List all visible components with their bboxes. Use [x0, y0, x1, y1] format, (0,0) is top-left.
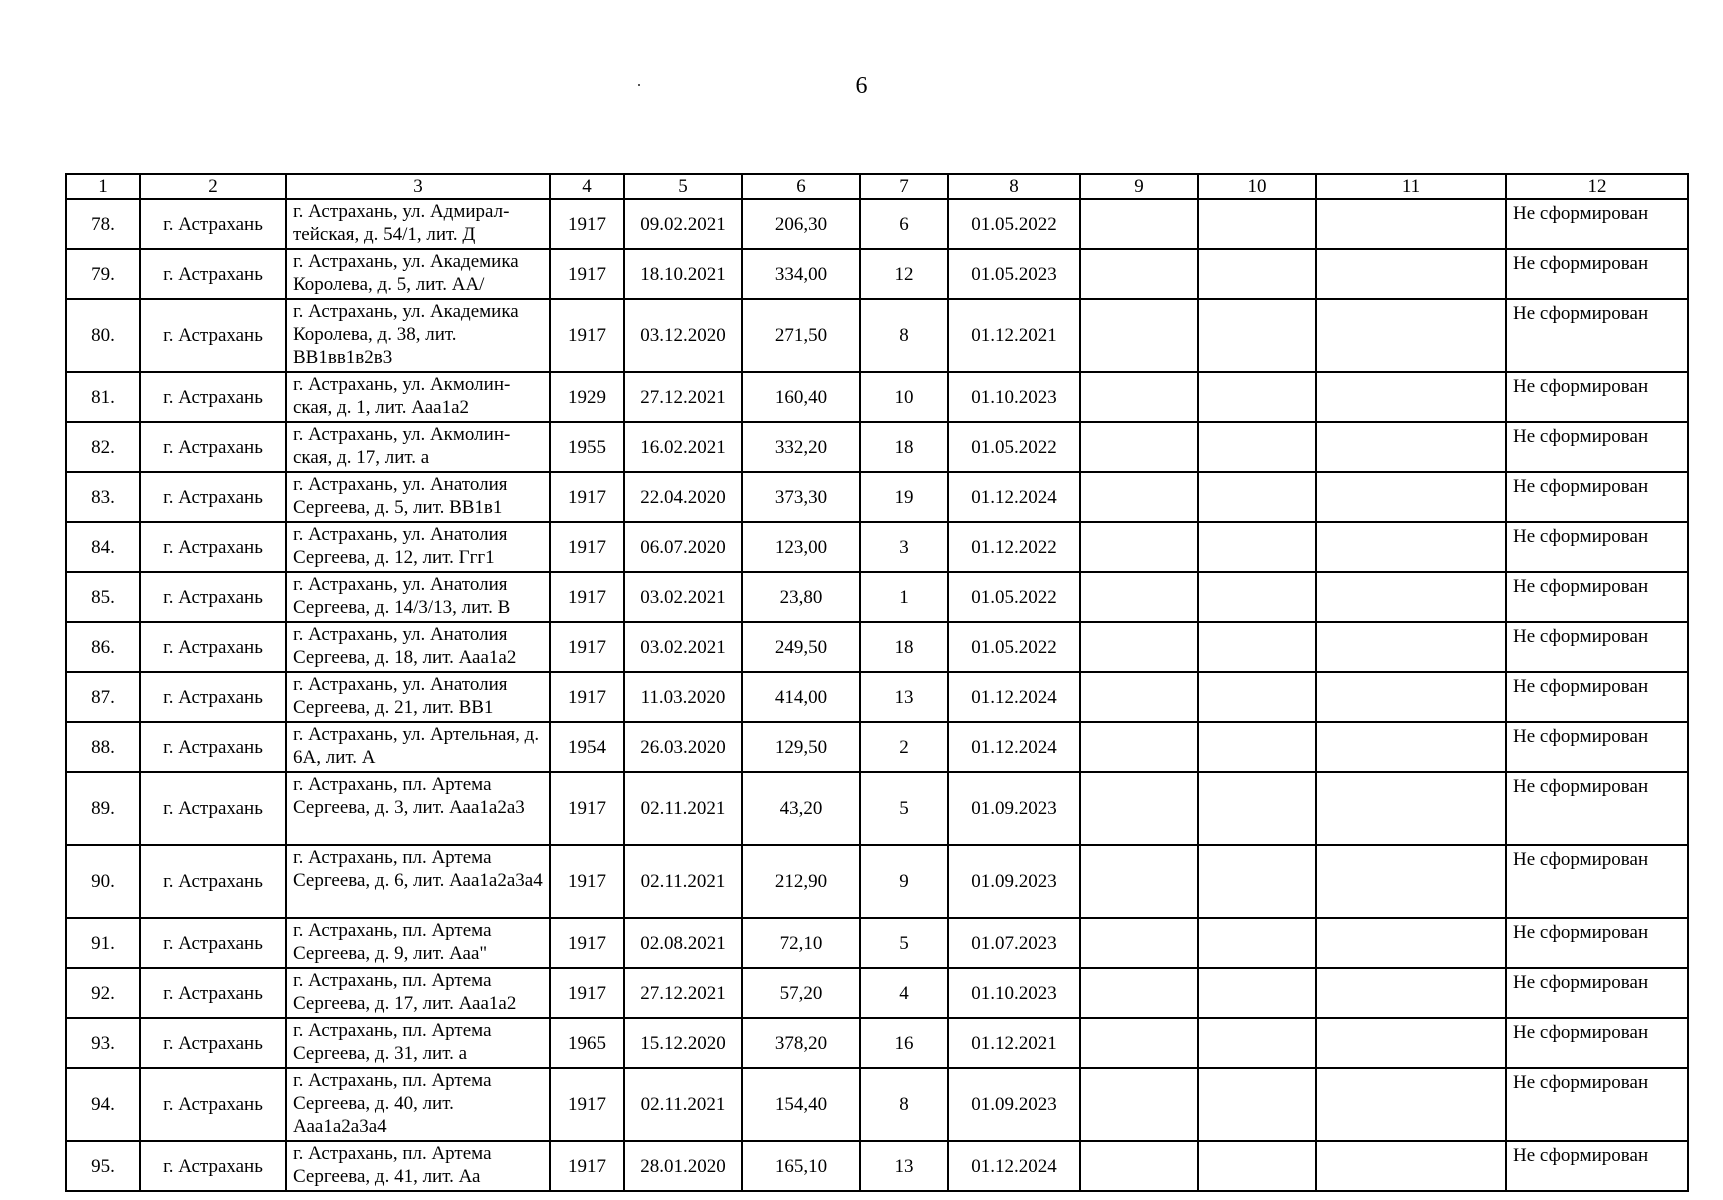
column-10-cell — [1198, 968, 1316, 1018]
table-row — [66, 422, 1688, 472]
address-cell: г. Астрахань, ул. Акмолин-ская, д. 17, лит. а — [286, 422, 550, 472]
column-header-1: 1 — [66, 174, 140, 199]
column-10-cell — [1198, 772, 1316, 845]
date-cell: 03.02.2021 — [624, 572, 742, 622]
status-cell: Не сформирован — [1506, 1068, 1688, 1141]
row-number: 82. — [66, 422, 140, 472]
city-cell: г. Астрахань — [140, 968, 286, 1018]
city-cell: г. Астрахань — [140, 1018, 286, 1068]
address-cell: г. Астрахань, ул. Артельная, д. 6А, лит. А — [286, 722, 550, 772]
deadline-cell: 01.12.2022 — [948, 522, 1080, 572]
date-cell: 02.11.2021 — [624, 845, 742, 918]
table-row — [66, 572, 1688, 622]
row-number: 91. — [66, 918, 140, 968]
column-11-cell — [1316, 772, 1506, 845]
deadline-cell: 01.12.2024 — [948, 722, 1080, 772]
address-cell: г. Астрахань, ул. Анатолия Сергеева, д. 14/3/13, лит. В — [286, 572, 550, 622]
column-9-cell — [1080, 522, 1198, 572]
column-10-cell — [1198, 249, 1316, 299]
column-10-cell — [1198, 372, 1316, 422]
column-header-11: 11 — [1316, 174, 1506, 199]
area-cell: 160,40 — [742, 372, 860, 422]
column-9-cell — [1080, 372, 1198, 422]
status-cell: Не сформирован — [1506, 199, 1688, 249]
count-cell: 19 — [860, 472, 948, 522]
row-number: 92. — [66, 968, 140, 1018]
count-cell: 3 — [860, 522, 948, 572]
date-cell: 28.01.2020 — [624, 1141, 742, 1191]
column-11-cell — [1316, 299, 1506, 372]
row-number: 81. — [66, 372, 140, 422]
status-cell: Не сформирован — [1506, 472, 1688, 522]
table-row — [66, 199, 1688, 249]
area-cell: 154,40 — [742, 1068, 860, 1141]
address-cell: г. Астрахань, пл. Артема Сергеева, д. 17, лит. Ааа1а2 — [286, 968, 550, 1018]
city-cell: г. Астрахань — [140, 1068, 286, 1141]
address-cell: г. Астрахань, ул. Акмолин-ская, д. 1, лит. Ааа1а2 — [286, 372, 550, 422]
date-cell: 02.11.2021 — [624, 772, 742, 845]
area-cell: 332,20 — [742, 422, 860, 472]
address-cell: г. Астрахань, пл. Артема Сергеева, д. 40, лит. Ааа1а2а3а4 — [286, 1068, 550, 1141]
column-9-cell — [1080, 845, 1198, 918]
column-11-cell — [1316, 722, 1506, 772]
deadline-cell: 01.05.2022 — [948, 622, 1080, 672]
deadline-cell: 01.10.2023 — [948, 372, 1080, 422]
column-9-cell — [1080, 968, 1198, 1018]
column-10-cell — [1198, 522, 1316, 572]
area-cell: 123,00 — [742, 522, 860, 572]
status-cell: Не сформирован — [1506, 372, 1688, 422]
city-cell: г. Астрахань — [140, 622, 286, 672]
area-cell: 334,00 — [742, 249, 860, 299]
address-cell: г. Астрахань, ул. Анатолия Сергеева, д. 5, лит. ВВ1в1 — [286, 472, 550, 522]
count-cell: 1 — [860, 572, 948, 622]
area-cell: 165,10 — [742, 1141, 860, 1191]
area-cell: 206,30 — [742, 199, 860, 249]
city-cell: г. Астрахань — [140, 1141, 286, 1191]
count-cell: 5 — [860, 918, 948, 968]
count-cell: 13 — [860, 1141, 948, 1191]
column-9-cell — [1080, 772, 1198, 845]
status-cell: Не сформирован — [1506, 572, 1688, 622]
table-row — [66, 1018, 1688, 1068]
column-9-cell — [1080, 249, 1198, 299]
row-number: 90. — [66, 845, 140, 918]
column-9-cell — [1080, 572, 1198, 622]
column-9-cell — [1080, 472, 1198, 522]
area-cell: 378,20 — [742, 1018, 860, 1068]
date-cell: 02.08.2021 — [624, 918, 742, 968]
column-header-8: 8 — [948, 174, 1080, 199]
row-number: 93. — [66, 1018, 140, 1068]
row-number: 88. — [66, 722, 140, 772]
city-cell: г. Астрахань — [140, 199, 286, 249]
table-row — [66, 1141, 1688, 1191]
year-cell: 1917 — [550, 772, 624, 845]
deadline-cell: 01.07.2023 — [948, 918, 1080, 968]
column-11-cell — [1316, 522, 1506, 572]
area-cell: 271,50 — [742, 299, 860, 372]
date-cell: 18.10.2021 — [624, 249, 742, 299]
table-row — [66, 372, 1688, 422]
deadline-cell: 01.05.2022 — [948, 199, 1080, 249]
count-cell: 10 — [860, 372, 948, 422]
deadline-cell: 01.12.2024 — [948, 672, 1080, 722]
deadline-cell: 01.09.2023 — [948, 845, 1080, 918]
year-cell: 1955 — [550, 422, 624, 472]
column-11-cell — [1316, 199, 1506, 249]
count-cell: 2 — [860, 722, 948, 772]
table-row — [66, 522, 1688, 572]
area-cell: 23,80 — [742, 572, 860, 622]
city-cell: г. Астрахань — [140, 472, 286, 522]
address-cell: г. Астрахань, ул. Адмирал-тейская, д. 54/1, лит. Д — [286, 199, 550, 249]
year-cell: 1917 — [550, 1141, 624, 1191]
column-9-cell — [1080, 622, 1198, 672]
date-cell: 09.02.2021 — [624, 199, 742, 249]
date-cell: 03.12.2020 — [624, 299, 742, 372]
address-cell: г. Астрахань, пл. Артема Сергеева, д. 6, лит. Ааа1а2а3а4 — [286, 845, 550, 918]
count-cell: 4 — [860, 968, 948, 1018]
deadline-cell: 01.05.2022 — [948, 572, 1080, 622]
date-cell: 11.03.2020 — [624, 672, 742, 722]
status-cell: Не сформирован — [1506, 722, 1688, 772]
count-cell: 5 — [860, 772, 948, 845]
area-cell: 129,50 — [742, 722, 860, 772]
column-11-cell — [1316, 249, 1506, 299]
address-cell: г. Астрахань, пл. Артема Сергеева, д. 41, лит. Аа — [286, 1141, 550, 1191]
row-number: 78. — [66, 199, 140, 249]
date-cell: 06.07.2020 — [624, 522, 742, 572]
row-number: 84. — [66, 522, 140, 572]
deadline-cell: 01.05.2023 — [948, 249, 1080, 299]
column-10-cell — [1198, 722, 1316, 772]
column-10-cell — [1198, 672, 1316, 722]
date-cell: 22.04.2020 — [624, 472, 742, 522]
status-cell: Не сформирован — [1506, 1018, 1688, 1068]
address-cell: г. Астрахань, ул. Академика Королева, д. 38, лит. ВВ1вв1в2в3 — [286, 299, 550, 372]
table-row — [66, 622, 1688, 672]
count-cell: 13 — [860, 672, 948, 722]
status-cell: Не сформирован — [1506, 249, 1688, 299]
year-cell: 1917 — [550, 472, 624, 522]
column-10-cell — [1198, 472, 1316, 522]
column-header-2: 2 — [140, 174, 286, 199]
row-number: 87. — [66, 672, 140, 722]
column-11-cell — [1316, 918, 1506, 968]
address-cell: г. Астрахань, пл. Артема Сергеева, д. 9, лит. Ааа" — [286, 918, 550, 968]
column-10-cell — [1198, 199, 1316, 249]
table-row — [66, 722, 1688, 772]
table-body — [66, 199, 1688, 1191]
year-cell: 1917 — [550, 299, 624, 372]
year-cell: 1954 — [550, 722, 624, 772]
count-cell: 8 — [860, 1068, 948, 1141]
column-header-7: 7 — [860, 174, 948, 199]
year-cell: 1917 — [550, 672, 624, 722]
date-cell: 27.12.2021 — [624, 968, 742, 1018]
column-9-cell — [1080, 1141, 1198, 1191]
date-cell: 27.12.2021 — [624, 372, 742, 422]
column-header-3: 3 — [286, 174, 550, 199]
table-row — [66, 918, 1688, 968]
column-11-cell — [1316, 845, 1506, 918]
column-header-10: 10 — [1198, 174, 1316, 199]
registry-table — [65, 173, 1689, 1192]
column-9-cell — [1080, 299, 1198, 372]
row-number: 86. — [66, 622, 140, 672]
column-11-cell — [1316, 1018, 1506, 1068]
count-cell: 6 — [860, 199, 948, 249]
deadline-cell: 01.09.2023 — [948, 1068, 1080, 1141]
table-row — [66, 299, 1688, 372]
address-cell: г. Астрахань, ул. Анатолия Сергеева, д. 21, лит. ВВ1 — [286, 672, 550, 722]
date-cell: 16.02.2021 — [624, 422, 742, 472]
row-number: 89. — [66, 772, 140, 845]
address-cell: г. Астрахань, пл. Артема Сергеева, д. 3, лит. Ааа1а2а3 — [286, 772, 550, 845]
deadline-cell: 01.09.2023 — [948, 772, 1080, 845]
row-number: 83. — [66, 472, 140, 522]
column-10-cell — [1198, 918, 1316, 968]
column-11-cell — [1316, 572, 1506, 622]
column-10-cell — [1198, 299, 1316, 372]
column-10-cell — [1198, 572, 1316, 622]
address-cell: г. Астрахань, ул. Академика Королева, д. 5, лит. АА/ — [286, 249, 550, 299]
column-9-cell — [1080, 1068, 1198, 1141]
column-header-5: 5 — [624, 174, 742, 199]
status-cell: Не сформирован — [1506, 522, 1688, 572]
year-cell: 1965 — [550, 1018, 624, 1068]
deadline-cell: 01.12.2021 — [948, 1018, 1080, 1068]
column-header-12: 12 — [1506, 174, 1688, 199]
area-cell: 212,90 — [742, 845, 860, 918]
address-cell: г. Астрахань, пл. Артема Сергеева, д. 31, лит. а — [286, 1018, 550, 1068]
table-row — [66, 845, 1688, 918]
city-cell: г. Астрахань — [140, 772, 286, 845]
area-cell: 249,50 — [742, 622, 860, 672]
column-11-cell — [1316, 1141, 1506, 1191]
deadline-cell: 01.05.2022 — [948, 422, 1080, 472]
city-cell: г. Астрахань — [140, 572, 286, 622]
row-number: 80. — [66, 299, 140, 372]
deadline-cell: 01.12.2024 — [948, 1141, 1080, 1191]
column-10-cell — [1198, 1141, 1316, 1191]
scan-dot — [638, 84, 640, 86]
year-cell: 1929 — [550, 372, 624, 422]
status-cell: Не сформирован — [1506, 422, 1688, 472]
column-10-cell — [1198, 845, 1316, 918]
year-cell: 1917 — [550, 199, 624, 249]
column-11-cell — [1316, 1068, 1506, 1141]
column-9-cell — [1080, 1018, 1198, 1068]
column-10-cell — [1198, 622, 1316, 672]
column-header-9: 9 — [1080, 174, 1198, 199]
column-11-cell — [1316, 672, 1506, 722]
status-cell: Не сформирован — [1506, 299, 1688, 372]
status-cell: Не сформирован — [1506, 1141, 1688, 1191]
city-cell: г. Астрахань — [140, 299, 286, 372]
address-cell: г. Астрахань, ул. Анатолия Сергеева, д. 18, лит. Ааа1а2 — [286, 622, 550, 672]
city-cell: г. Астрахань — [140, 845, 286, 918]
date-cell: 02.11.2021 — [624, 1068, 742, 1141]
column-10-cell — [1198, 1068, 1316, 1141]
date-cell: 15.12.2020 — [624, 1018, 742, 1068]
year-cell: 1917 — [550, 968, 624, 1018]
count-cell: 12 — [860, 249, 948, 299]
row-number: 94. — [66, 1068, 140, 1141]
count-cell: 16 — [860, 1018, 948, 1068]
count-cell: 8 — [860, 299, 948, 372]
row-number: 95. — [66, 1141, 140, 1191]
table-row — [66, 472, 1688, 522]
column-11-cell — [1316, 622, 1506, 672]
column-11-cell — [1316, 472, 1506, 522]
column-header-4: 4 — [550, 174, 624, 199]
city-cell: г. Астрахань — [140, 372, 286, 422]
year-cell: 1917 — [550, 572, 624, 622]
area-cell: 57,20 — [742, 968, 860, 1018]
deadline-cell: 01.12.2021 — [948, 299, 1080, 372]
column-9-cell — [1080, 199, 1198, 249]
table-header — [66, 174, 1688, 199]
year-cell: 1917 — [550, 522, 624, 572]
address-cell: г. Астрахань, ул. Анатолия Сергеева, д. 12, лит. Ггг1 — [286, 522, 550, 572]
header-row — [66, 174, 1688, 199]
city-cell: г. Астрахань — [140, 422, 286, 472]
column-10-cell — [1198, 1018, 1316, 1068]
year-cell: 1917 — [550, 249, 624, 299]
row-number: 85. — [66, 572, 140, 622]
table-row — [66, 249, 1688, 299]
status-cell: Не сформирован — [1506, 622, 1688, 672]
year-cell: 1917 — [550, 918, 624, 968]
status-cell: Не сформирован — [1506, 968, 1688, 1018]
count-cell: 9 — [860, 845, 948, 918]
date-cell: 03.02.2021 — [624, 622, 742, 672]
column-10-cell — [1198, 422, 1316, 472]
deadline-cell: 01.10.2023 — [948, 968, 1080, 1018]
area-cell: 373,30 — [742, 472, 860, 522]
count-cell: 18 — [860, 622, 948, 672]
city-cell: г. Астрахань — [140, 918, 286, 968]
column-header-6: 6 — [742, 174, 860, 199]
area-cell: 43,20 — [742, 772, 860, 845]
column-9-cell — [1080, 672, 1198, 722]
city-cell: г. Астрахань — [140, 249, 286, 299]
table-row — [66, 968, 1688, 1018]
row-number: 79. — [66, 249, 140, 299]
column-9-cell — [1080, 918, 1198, 968]
area-cell: 72,10 — [742, 918, 860, 968]
year-cell: 1917 — [550, 622, 624, 672]
column-9-cell — [1080, 422, 1198, 472]
status-cell: Не сформирован — [1506, 918, 1688, 968]
table-row — [66, 772, 1688, 845]
deadline-cell: 01.12.2024 — [948, 472, 1080, 522]
city-cell: г. Астрахань — [140, 722, 286, 772]
city-cell: г. Астрахань — [140, 522, 286, 572]
status-cell: Не сформирован — [1506, 772, 1688, 845]
column-9-cell — [1080, 722, 1198, 772]
column-11-cell — [1316, 422, 1506, 472]
column-11-cell — [1316, 968, 1506, 1018]
status-cell: Не сформирован — [1506, 845, 1688, 918]
table-row — [66, 672, 1688, 722]
area-cell: 414,00 — [742, 672, 860, 722]
count-cell: 18 — [860, 422, 948, 472]
date-cell: 26.03.2020 — [624, 722, 742, 772]
column-11-cell — [1316, 372, 1506, 422]
year-cell: 1917 — [550, 1068, 624, 1141]
table-row — [66, 1068, 1688, 1141]
city-cell: г. Астрахань — [140, 672, 286, 722]
year-cell: 1917 — [550, 845, 624, 918]
page-number: 6 — [855, 73, 868, 99]
status-cell: Не сформирован — [1506, 672, 1688, 722]
